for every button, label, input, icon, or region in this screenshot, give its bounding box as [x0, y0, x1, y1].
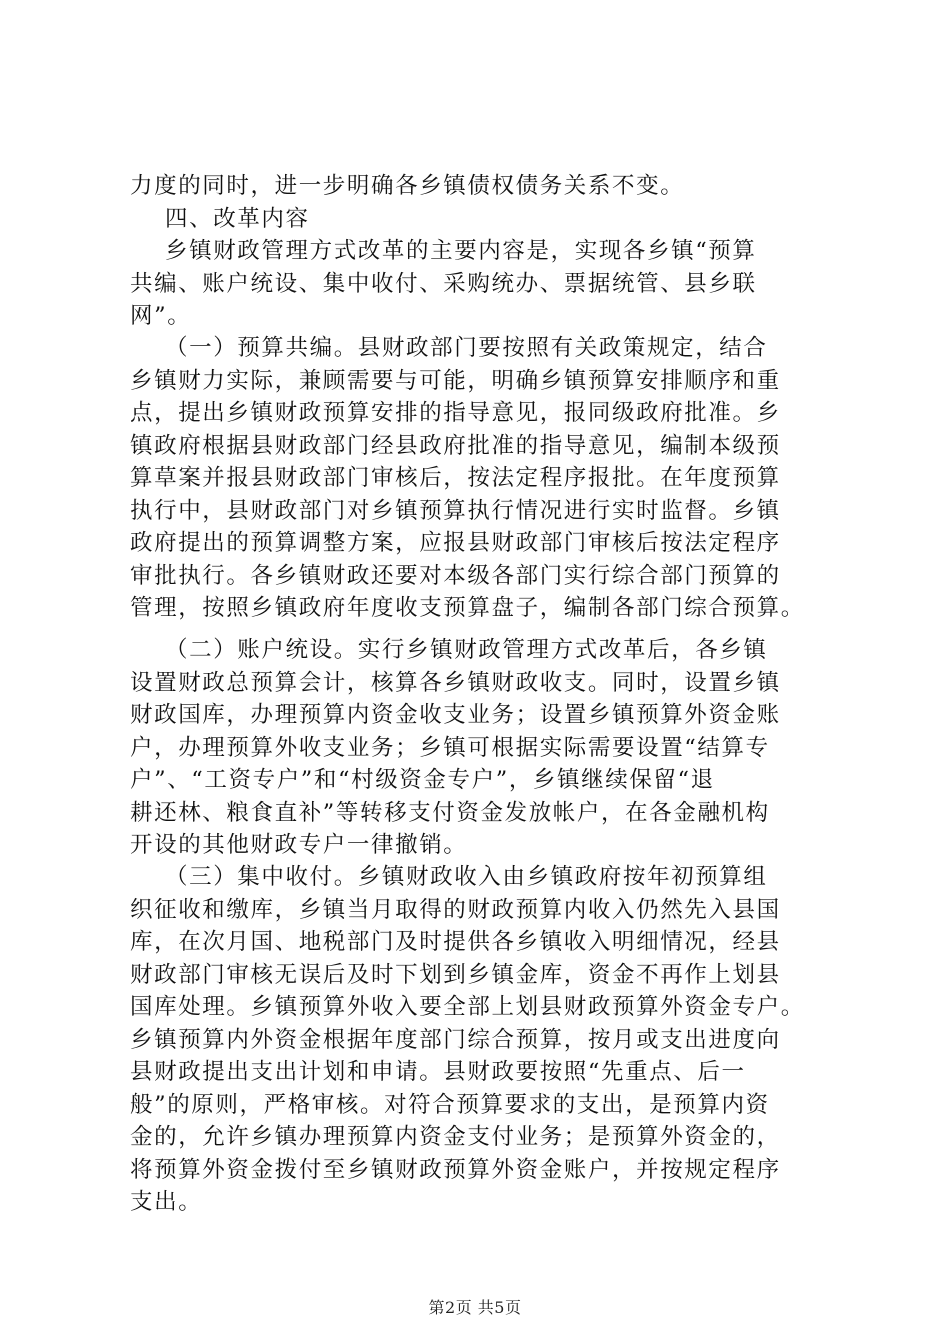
text-line: 般”的原则，严格审核。对符合预算要求的支出，是预算内资 — [130, 1091, 770, 1118]
text-line: 将预算外资金拨付至乡镇财政预算外资金账户，并按规定程序 — [130, 1156, 781, 1183]
text-line: 管理，按照乡镇政府年度收支预算盘子，编制各部门综合预算。 — [130, 595, 805, 621]
text-line: 执行中，县财政部门对乡镇预算执行情况进行实时监督。乡镇 — [130, 497, 781, 524]
text-line: 国库处理。乡镇预算外收入要全部上划县财政预算外资金专户。 — [130, 994, 805, 1020]
text-line: 开设的其他财政专户一律撤销。 — [130, 832, 468, 858]
text-line: 力度的同时，进一步明确各乡镇债权债务关系不变。 — [130, 173, 685, 199]
text-line: 四、改革内容 — [130, 206, 310, 232]
text-line: 乡镇财政管理方式改革的主要内容是，实现各乡镇“预算 — [130, 238, 757, 264]
paragraph-account-setup — [130, 634, 830, 862]
text-line: 镇政府根据县财政部门经县政府批准的指导意见，编制本级预 — [130, 432, 781, 459]
text-line: 耕还林、粮食直补”等转移支付资金发放帐户，在各金融机构 — [130, 799, 770, 826]
page-footer: 第2页 共5页 — [428, 1298, 522, 1317]
section-heading — [130, 203, 830, 236]
text-line: 网”。 — [130, 303, 192, 329]
paragraph-budget-compilation — [130, 332, 830, 625]
text-line: 户”、“工资专户”和“村级资金专户”，乡镇继续保留“退 — [130, 767, 715, 793]
text-line: 共编、账户统设、集中收付、采购统办、票据统管、县乡联 — [130, 270, 757, 297]
text-line: （一）预算共编。县财政部门要按照有关政策规定，结合 — [130, 335, 768, 361]
paragraph-reform-summary — [130, 235, 830, 333]
paragraph-intro-end — [130, 170, 830, 203]
text-line: 财政部门审核无误后及时下划到乡镇金库，资金不再作上划县 — [130, 961, 781, 988]
text-line: 户，办理预算外收支业务；乡镇可根据实际需要设置“结算专 — [130, 734, 770, 761]
text-line: 点，提出乡镇财政预算安排的指导意见，报同级政府批准。乡 — [130, 400, 781, 426]
text-line: 审批执行。各乡镇财政还要对本级各部门实行综合部门预算的 — [130, 562, 781, 589]
text-line: 织征收和缴库，乡镇当月取得的财政预算内收入仍然先入县国 — [130, 896, 781, 923]
text-line: 金的，允许乡镇办理预算内资金支付业务；是预算外资金的， — [130, 1124, 781, 1150]
paragraph-centralized-collection — [130, 861, 830, 1219]
text-line: 县财政提出支出计划和申请。县财政要按照“先重点、后一 — [130, 1059, 746, 1085]
text-line: 算草案并报县财政部门审核后，按法定程序报批。在年度预算 — [130, 465, 781, 491]
text-line: （二）账户统设。实行乡镇财政管理方式改革后，各乡镇 — [130, 637, 768, 663]
text-line: 库，在次月国、地税部门及时提供各乡镇收入明细情况，经县 — [130, 929, 781, 955]
text-line: 支出。 — [130, 1189, 203, 1215]
text-line: 乡镇财力实际，兼顾需要与可能，明确乡镇预算安排顺序和重 — [130, 367, 781, 394]
text-line: 乡镇预算内外资金根据年度部门综合预算，按月或支出进度向 — [130, 1026, 781, 1053]
text-line: 设置财政总预算会计，核算各乡镇财政收支。同时，设置乡镇 — [130, 669, 781, 696]
text-line: 政府提出的预算调整方案，应报县财政部门审核后按法定程序 — [130, 530, 781, 556]
text-line: 财政国库，办理预算内资金收支业务；设置乡镇预算外资金账 — [130, 702, 781, 728]
text-line: （三）集中收付。乡镇财政收入由乡镇政府按年初预算组 — [130, 864, 768, 890]
